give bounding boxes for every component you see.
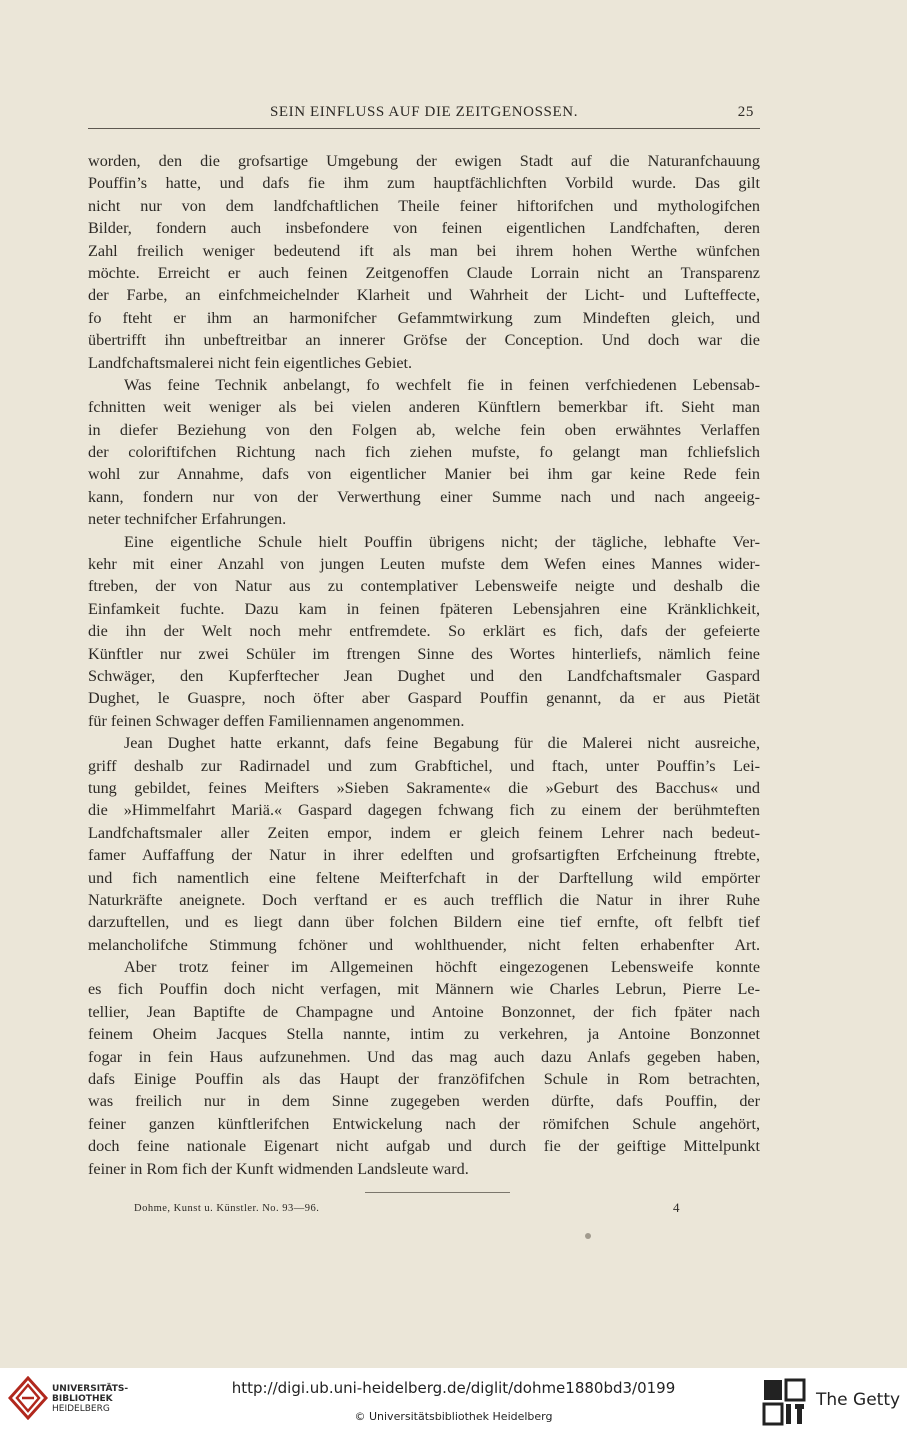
text-line: Naturkräfte aneignete. Doch verftand er es auch trefflich die Natur in ihrer Ruhe bbox=[88, 890, 760, 909]
paper-spot bbox=[585, 1233, 591, 1239]
text-line: ftreben, der von Natur aus zu contemplativer Lebensweife neigte und deshalb die bbox=[88, 577, 760, 596]
text-line: neter technifcher Erfahrungen. bbox=[88, 510, 287, 529]
text-line: der Farbe, an einfchmeichelnder Klarheit und Wahrheit der Licht- und Lufteffecte, bbox=[88, 286, 760, 305]
text-line: wohl zur Annahme, dafs von eigentlicher Manier bei ihm gar keine Rede fein bbox=[88, 465, 760, 484]
copyright-notice: © Universitätsbibliothek Heidelberg bbox=[354, 1410, 553, 1423]
text-line: Pouffin’s hatte, und dafs fie ihm zum hauptfächlichften Vorbild wurde. Das gilt bbox=[88, 174, 760, 193]
text-line: Schwäger, den Kupferftecher Jean Dughet und den Landfchaftsmaler Gaspard bbox=[88, 666, 760, 685]
text-line: feinem Oheim Jacques Stella nannte, intim zu verkehren, ja Antoine Bonzonnet bbox=[88, 1025, 760, 1044]
text-line: tellier, Jean Baptifte de Champagne und Antoine Bonzonnet, der fich fpäter nach bbox=[88, 1002, 760, 1021]
text-line: übertrifft ihn unbeftreitbar an innerer Gröfse der Conception. Und doch war die bbox=[88, 331, 760, 350]
text-line: Jean Dughet hatte erkannt, dafs feine Begabung für die Malerei nicht ausreiche, bbox=[124, 734, 760, 753]
viewer-footer-bar bbox=[0, 1368, 907, 1434]
text-line: Landfchaftsmaler aller Zeiten empor, indem er gleich feinem Lehrer nach bedeut- bbox=[88, 823, 760, 842]
text-line: Aber trotz feiner im Allgemeinen höchft eingezogenen Lebensweife konnte bbox=[124, 958, 760, 977]
text-line: kehr mit einer Anzahl von jungen Leuten mufste dem Wefen eines Mannes wider- bbox=[88, 555, 760, 574]
text-line: melancholifche Stimmung fchöner und wohlthuender, nicht felten erhabenfter Art. bbox=[88, 935, 760, 954]
permalink[interactable]: http://digi.ub.uni-heidelberg.de/diglit/dohme1880bd3/0199 bbox=[231, 1379, 676, 1397]
text-line: tung gebildet, feines Meifters »Sieben Sakramente« die »Geburt des Bacchus« und bbox=[88, 778, 760, 797]
text-line: Einfamkeit fuchte. Dazu kam in feinen fpäteren Lebensjahren eine Kränklichkeit, bbox=[88, 599, 760, 618]
library-name[interactable]: UNIVERSITÄTS- BIBLIOTHEK HEIDELBERG bbox=[52, 1384, 129, 1414]
text-line: doch feine nationale Eigenart nicht aufgab und durch fie der geiftige Mittelpunkt bbox=[88, 1137, 760, 1156]
text-line: Bilder, fondern auch insbefondere von feinen eigentlichen Landfchaften, deren bbox=[88, 219, 760, 238]
running-title: SEIN EINFLUSS AUF DIE ZEITGENOSSEN. bbox=[269, 104, 579, 120]
text-line: fo fteht er ihm an harmonifcher Gefammtwirkung zum Mindeften gleich, und bbox=[88, 308, 760, 327]
printer-footer bbox=[134, 1203, 319, 1214]
text-line: nicht nur von dem landfchaftlichen Theile feiner hiftorifchen und mythologifchen bbox=[88, 196, 760, 215]
text-line: Eine eigentliche Schule hielt Pouffin übrigens nicht; der tägliche, lebhafte Ver- bbox=[124, 532, 760, 551]
text-line: fchnitten weit weniger als bei vielen anderen Künftlern bemerkbar ift. Sieht man bbox=[88, 398, 760, 417]
text-line: möchte. Erreicht er auch feinen Zeitgenoffen Claude Lorrain nicht an Transparenz bbox=[88, 263, 760, 282]
text-line: Zahl freilich weniger bedeutend ift als man bei ihrem hohen Werthe wünfchen bbox=[88, 241, 760, 260]
text-line: was freilich nur in dem Sinne zugegeben werden dürfte, dafs Pouffin, der bbox=[88, 1092, 760, 1111]
text-line: griff deshalb zur Radirnadel und zum Grabftichel, und ftach, unter Pouffin’s Lei- bbox=[88, 756, 760, 775]
text-line: feiner in Rom fich der Kunft widmenden Landsleute ward. bbox=[88, 1159, 469, 1178]
text-line: kann, fondern nur von der Verwerthung einer Summe nach und nach angeeig- bbox=[88, 487, 760, 506]
text-line: famer Auffaffung der Natur in ihrer edelften und grofsartigften Erfcheinung ftrebte, bbox=[88, 846, 760, 865]
text-line: darzuftellen, und es liegt dann über folchen Bildern eine tief ernfte, oft felbft tief bbox=[88, 913, 760, 932]
text-line: in diefer Beziehung von den Folgen ab, welche fein oben erwähntes Verlaffen bbox=[88, 420, 760, 439]
text-line: es fich Pouffin doch nicht verfagen, mit Männern wie Charles Lebrun, Pierre Le- bbox=[88, 980, 760, 999]
text-line: Künftler nur zwei Schüler im ftrengen Sinne des Wortes hinterliefs, nämlich feine bbox=[88, 644, 760, 663]
text-line: und fich namentlich eine feltene Meifterfchaft in der Darftellung wild empörter bbox=[88, 868, 760, 887]
header-rule bbox=[88, 128, 760, 129]
text-line: die »Himmelfahrt Mariä.« Gaspard dagegen fchwang fich zu einem der berühmteften bbox=[88, 801, 760, 820]
text-line: dafs Einige Pouffin als das Haupt der franzöfifchen Schule in Rom betrachten, bbox=[88, 1070, 760, 1089]
text-line: Was feine Technik anbelangt, fo wechfelt fie in feinen verfchiedenen Lebensab- bbox=[124, 375, 760, 394]
body-text bbox=[88, 150, 760, 1180]
footer-series: Kunst u. Künstler. No. 93—96. bbox=[173, 1203, 320, 1214]
text-line: der coloriftifchen Richtung nach fich ziehen mufste, fo gelangt man fchliefslich bbox=[88, 443, 760, 462]
text-line: die ihn der Welt noch mehr entfremdete. So erklärt es fich, dafs der gefeierte bbox=[88, 622, 760, 641]
footer-author: Dohme, bbox=[134, 1203, 171, 1214]
text-line: Dughet, le Guaspre, noch öfter aber Gaspard Pouffin genannt, da er aus Pietät bbox=[88, 689, 760, 708]
text-line: fogar in fein Haus aufzunehmen. Und das mag auch dazu Anlafs gegeben haben, bbox=[88, 1047, 760, 1066]
footnote-rule bbox=[365, 1192, 510, 1193]
signature-mark: 4 bbox=[673, 1200, 680, 1215]
running-head bbox=[88, 104, 760, 128]
text-line: worden, den die grofsartige Umgebung der ewigen Stadt auf die Naturanfchauung bbox=[88, 152, 760, 170]
page-number: 25 bbox=[737, 104, 754, 120]
text-line: feiner ganzen künftlerifchen Entwickelung nach der römifchen Schule angehört, bbox=[88, 1114, 760, 1133]
getty-logo-icon[interactable] bbox=[762, 1378, 806, 1426]
getty-name[interactable]: The Getty bbox=[816, 1390, 901, 1410]
text-line: Landfchaftsmalerei nicht fein eigentliches Gebiet. bbox=[88, 353, 413, 372]
text-line: für feinen Schwager deffen Familiennamen angenommen. bbox=[88, 711, 465, 730]
